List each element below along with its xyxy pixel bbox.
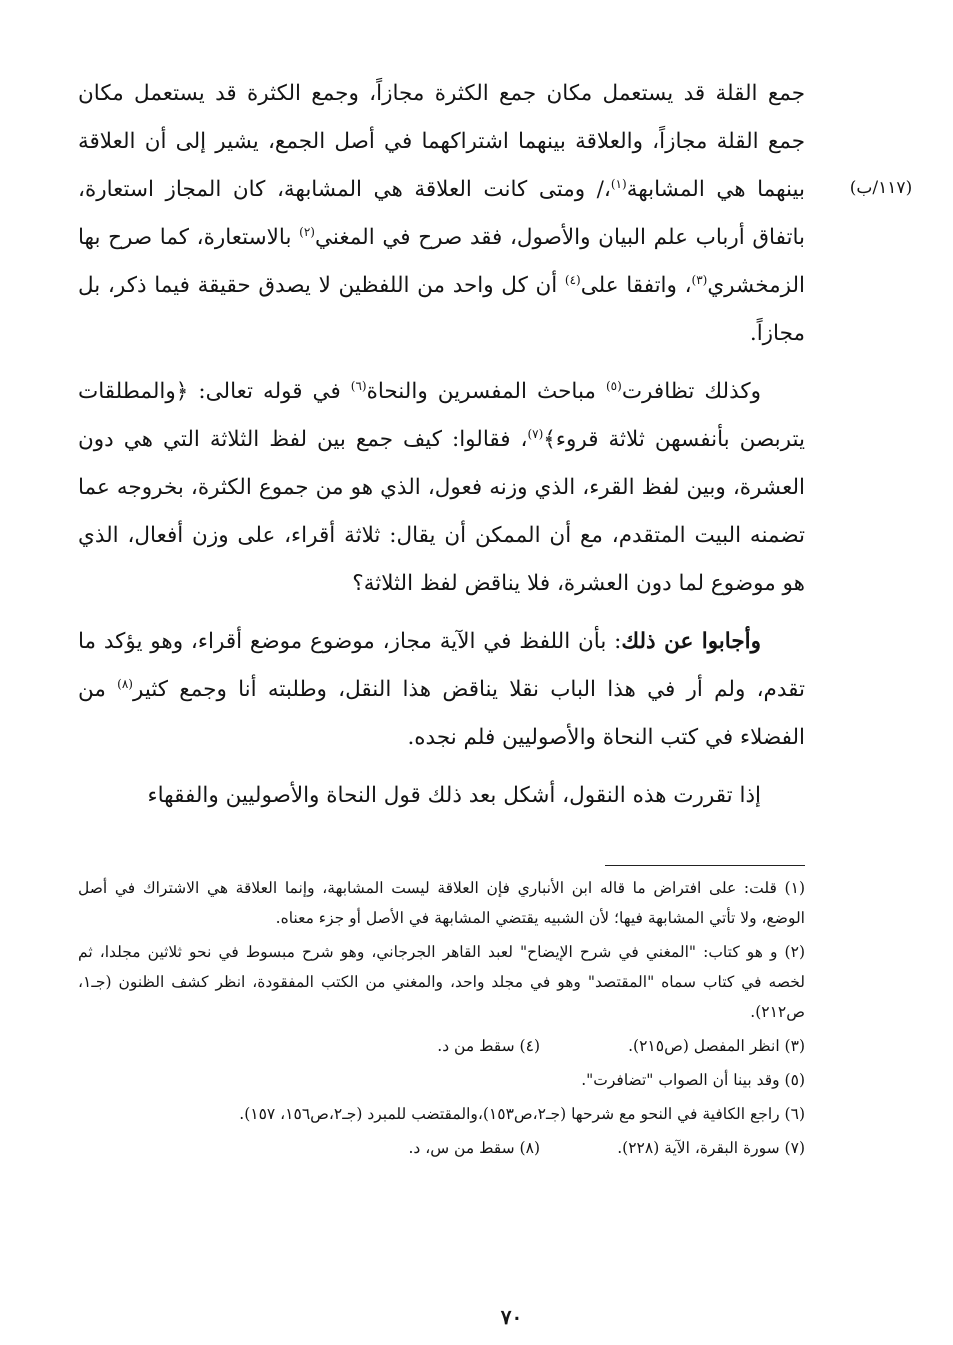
footnote-7: (٧) سورة البقرة، الآية (٢٢٨). bbox=[617, 1139, 805, 1157]
p3-text-b: من الفضلاء في كتب النحاة والأصوليين فلم نجده. bbox=[78, 677, 805, 750]
p2-text-d: ، فقالوا: كيف جمع بين لفظ الثلاثة التي هي دون العشرة، وبين لفظ القرء، الذي وزنه فعول، الذي هو من جموع الكثرة، بخروجه عما تضمنه البيت المتقدم، مع أن الممكن أن يقال: ثلاثة أقراء، على وزن أفعال، الذي هو موضوع لما دون العشرة، فلا يناقض لفظ الثلاثة؟ bbox=[78, 427, 805, 596]
p1-text-e: أن كل واحد من اللفظين لا يصدق حقيقة فيما ذكر، بل مجازاً. bbox=[78, 273, 805, 346]
footnote-ref-4[interactable]: (٤) bbox=[564, 272, 581, 287]
p2-text-a: وكذلك تظافرت bbox=[621, 379, 761, 404]
footnote-separator bbox=[605, 865, 805, 866]
p1-text-b: ،/ ومتى كانت العلاقة هي المشابهة، كان المجاز استعارة، باتفاق أرباب علم البيان والأصول، فقد صرح في المغني bbox=[78, 177, 806, 250]
footnote-ref-5[interactable]: (٥) bbox=[605, 378, 622, 393]
footnote-row-7-8 bbox=[78, 1133, 805, 1163]
footnote-3: (٣) انظر المفصل (ص٢١٥). bbox=[628, 1037, 805, 1055]
footnotes bbox=[78, 873, 805, 1167]
p1-text-c: بالاستعارة، كما صرح بها الزمخشري bbox=[78, 225, 805, 298]
p2-text-b: مباحث المفسرين والنحاة bbox=[366, 379, 606, 404]
p3-bold-lead: وأجابوا عن ذلك bbox=[621, 629, 761, 654]
page-number: ٧٠ bbox=[500, 1305, 523, 1329]
paragraph-4 bbox=[78, 772, 805, 820]
p1-text: جمع القلة قد يستعمل مكان جمع الكثرة مجازاً، وجمع الكثرة قد يستعمل مكان جمع القلة مجازاً، والعلاقة بينهما اشتراكهما في أصل الجمع، يشير إلى أن العلاقة بينهما هي المشابهة bbox=[78, 81, 805, 202]
footnote-ref-7[interactable]: (٧) bbox=[527, 426, 544, 441]
p2-text-c: في قوله تعالى: ﴿والمطلقات يتربصن بأنفسهن ثلاثة قروء﴾ bbox=[78, 379, 805, 452]
footnote-row-3-4 bbox=[78, 1031, 805, 1061]
main-text bbox=[78, 70, 805, 830]
paragraph-2 bbox=[78, 368, 805, 608]
footnote-6: (٦) راجع الكافية في النحو مع شرحها (جـ٢،ص١٥٣)،والمقتضب للمبرد (جـ٢،ص١٥٦، ١٥٧). bbox=[239, 1105, 805, 1123]
footnote-ref-2[interactable]: (٢) bbox=[299, 224, 315, 239]
p3-text-a: : بأن اللفظ في الآية مجاز، موضوع موضع أقراء، وهو يؤكد ما تقدم، ولم أر في هذا الباب نقلا يناقض هذا النقل، وطلبته أنا وجمع كثير bbox=[78, 629, 806, 702]
margin-folio-note: (١١٧/ب) bbox=[849, 178, 913, 198]
footnote-ref-3[interactable]: (٣) bbox=[691, 272, 708, 287]
footnote-4: (٤) سقط من د. bbox=[437, 1037, 540, 1055]
footnote-ref-6[interactable]: (٦) bbox=[350, 378, 367, 393]
footnote-ref-8[interactable]: (٨) bbox=[117, 676, 133, 691]
footnote-2: (٢) و هو كتاب: "المغني في شرح الإيضاح" لعبد القاهر الجرجاني، وهو شرح مبسوط في نحو ثلاثين مجلدا، ثم لخصه في كتاب سماه "المقتصد" وهو في مجلد واحد، والمغني من الكتب المفقودة، انظر كشف الظنون (جـ١، ص٢١٢). bbox=[78, 943, 805, 1021]
p1-text-d: ، واتفقا على bbox=[580, 273, 692, 298]
footnote-8: (٨) سقط من س، د. bbox=[408, 1139, 540, 1157]
paragraph-3 bbox=[78, 618, 805, 762]
footnote-5: (٥) وقد بينا أن الصواب "تضافرت". bbox=[581, 1071, 805, 1089]
paragraph-1 bbox=[78, 70, 805, 358]
footnote-ref-1[interactable]: (١) bbox=[610, 176, 627, 191]
p4-text: إذا تقررت هذه النقول، أشكل بعد ذلك قول النحاة والأصوليين والفقهاء bbox=[147, 783, 761, 808]
footnote-1: (١) قلت: على افتراض ما قاله ابن الأنباري فإن العلاقة ليست المشابهة، وإنما العلاقة هي الاشتراك في أصل الوضع، ولا تأتي المشابهة فيها؛ لأن الشبيه يقتضي المشابهة في الأصل أو جزء معناه. bbox=[78, 879, 805, 927]
